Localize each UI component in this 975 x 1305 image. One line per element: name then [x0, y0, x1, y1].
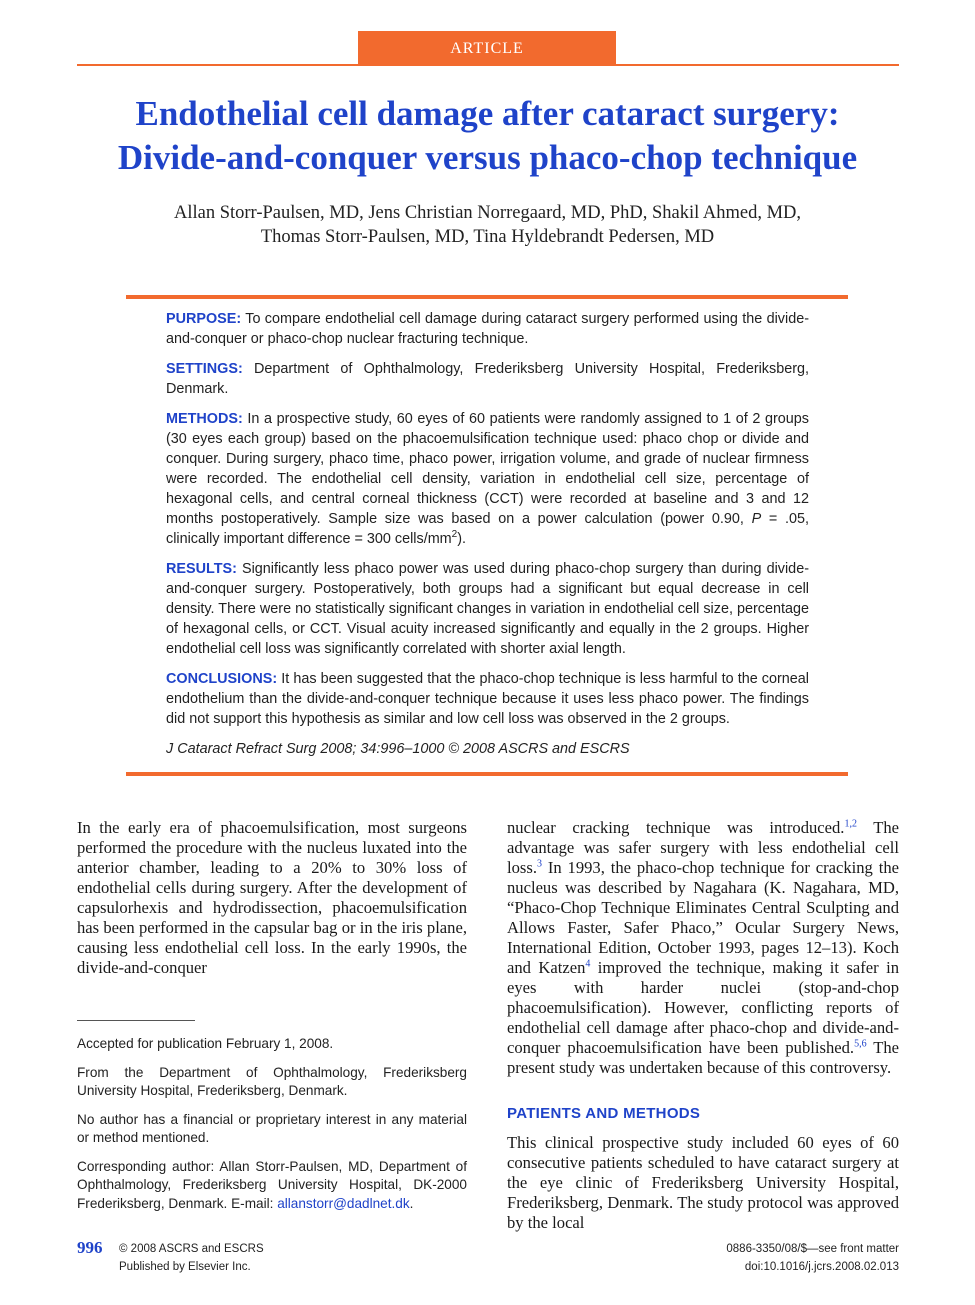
page-number: 996 [77, 1238, 103, 1257]
settings-label: SETTINGS: [166, 361, 243, 377]
conclusions-label: CONCLUSIONS: [166, 671, 278, 687]
intro-paragraph: In the early era of phacoemulsification, most surgeons performed the procedure with the nucleus luxated into the anterior chamber, leading to a 20% to 30% loss of endothelial cells during surgery. After the development of capsulorhexis and hydrodissection, phacoemulsification has been performed in the capsular bag or in the iris plane, causing less endothelial cell loss. In the early 1990s, the divide-and-conquer [77, 818, 467, 977]
results-label: RESULTS: [166, 561, 237, 577]
intro-text-5: The present study was undertaken because of this controversy. [507, 1038, 899, 1077]
abstract-rule-top [126, 295, 848, 299]
settings-text: Department of Ophthalmology, Frederiksberg University Hospital, Frederiksberg, Denmark. [166, 361, 809, 397]
body-left-column [77, 818, 467, 978]
abstract-settings [166, 359, 809, 399]
methods-text-2: = .05, clinically important difference = 300 cells/mm [166, 511, 810, 547]
footer-left [119, 1240, 264, 1276]
abstract [166, 309, 809, 769]
footer-doi[interactable]: doi:10.1016/j.jcrs.2008.02.013 [744, 1261, 899, 1273]
article-type-tag: ARTICLE [358, 31, 616, 65]
reference-3[interactable]: 3 [536, 858, 542, 870]
reference-4[interactable]: 4 [585, 958, 591, 970]
methods-p-symbol: P [751, 511, 762, 527]
methods-label: METHODS: [166, 411, 243, 427]
journal-citation: J Cataract Refract Surg 2008; 34:996–1000 © 2008 ASCRS and ESCRS [166, 741, 630, 757]
footer-right [726, 1240, 899, 1276]
abstract-conclusions [166, 669, 809, 729]
article-title [60, 92, 915, 180]
intro-text-2: The advantage was safer surgery with less endothelial cell loss. [507, 818, 899, 877]
body-right-column [507, 818, 899, 1233]
intro-continued-paragraph [507, 818, 899, 1078]
section-heading-patients-methods: PATIENTS AND METHODS [507, 1105, 701, 1122]
intro-text-3: In 1993, the phaco-chop technique for cracking the nucleus was described by Nagahara (K. Nagahara, MD, “Phaco-Chop Technique Eliminates Central Sculpting and Allows Faster, Safer Phaco,” Ocular Surgery News, International Edition, October 1993, pages 12–13). Koch and Katzen [507, 858, 899, 977]
footer-issn: 0886-3350/08/$—see front matter [726, 1243, 899, 1255]
email-link[interactable]: allanstorr@dadlnet.dk [277, 1195, 410, 1211]
purpose-label: PURPOSE: [166, 311, 242, 327]
intro-text-1: nuclear cracking technique was introduced. [507, 818, 845, 837]
abstract-rule-bottom [126, 772, 848, 776]
header-rule [77, 64, 899, 66]
methods-paragraph: This clinical prospective study included 60 eyes of 60 consecutive patients scheduled to have cataract surgery at the eye clinic of Frederiksberg University Hospital, Frederiksberg, Denmark. The study protocol was approved by the local [507, 1133, 899, 1232]
corresponding-author-text: Corresponding author: Allan Storr-Paulsen, MD, Department of Ophthalmology, Frederiksberg University Hospital, DK-2000 Frederiksberg, Denmark. E-mail: [77, 1158, 467, 1211]
abstract-purpose [166, 309, 809, 349]
authors-line-2: Thomas Storr-Paulsen, MD, Tina Hyldebrandt Pedersen, MD [260, 227, 715, 247]
results-text: Significantly less phaco power was used during phaco-chop surgery than during divide-and-conquer surgery. Postoperatively, both groups had a significant but equal decrease in cell density. There were no statistically significant changes in variation in endothelial cell size, percentage of hexagonal cells, or CCT. Visual acuity increased significantly and equally in the 2 groups. Higher endothelial cell loss was significantly correlated with shorter axial length. [166, 561, 809, 657]
authors-line-1: Allan Storr-Paulsen, MD, Jens Christian Norregaard, MD, PhD, Shakil Ahmed, MD, [173, 203, 802, 223]
footnote-rule [77, 1020, 195, 1021]
title-line-1: Endothelial cell damage after cataract surgery: [135, 94, 840, 133]
footnote-corresponding [77, 1158, 467, 1214]
conclusions-text: It has been suggested that the phaco-chop technique is less harmful to the corneal endothelium than the divide-and-conquer technique because it uses less phaco power. The findings did not support this hypothesis as similar and low cell loss was observed in the 2 groups. [166, 671, 809, 727]
reference-5-6[interactable]: 5,6 [854, 1038, 867, 1050]
reference-1-2[interactable]: 1,2 [844, 818, 857, 830]
email-period: . [409, 1195, 414, 1211]
footnote-interest: No author has a financial or proprietary interest in any material or method mentioned. [77, 1111, 467, 1145]
footnote-accepted: Accepted for publication February 1, 2008. [77, 1036, 334, 1051]
methods-text-3: ). [457, 531, 467, 547]
abstract-methods [166, 409, 809, 549]
methods-text: In a prospective study, 60 eyes of 60 patients were randomly assigned to 1 of 2 groups (30 eyes each group) based on the phacoemulsification technique used: phaco chop or divide and conquer. During surgery, phaco time, phaco power, irrigation volume, and grade of nuclear firmness were recorded. The endothelial cell density, variation in endothelial cell size, percentage of hexagonal cells, and central corneal thickness (CCT) were recorded at baseline and 3 and 12 months postoperatively. Sample size was based on a power calculation (power 0.90, [166, 411, 810, 527]
methods-superscript: 2 [451, 529, 458, 541]
intro-text-4: improved the technique, making it safer in eyes with harder nuclei (stop-and-chop phacoemulsification). However, conflicting reports of endothelial cell damage after phaco-chop and divide-and-conquer phacoemulsification have been published. [507, 958, 900, 1057]
purpose-text: To compare endothelial cell damage during cataract surgery performed using the divide-and-conquer or phaco-chop nuclear fracturing technique. [166, 311, 809, 347]
footnotes [77, 1035, 467, 1223]
abstract-results [166, 559, 809, 659]
footer-publisher: Published by Elsevier Inc. [119, 1261, 251, 1273]
title-line-2: Divide-and-conquer versus phaco-chop technique [117, 138, 858, 177]
author-list [60, 201, 915, 249]
footnote-affiliation: From the Department of Ophthalmology, Frederiksberg University Hospital, Frederiksberg, Denmark. [77, 1064, 467, 1098]
footer-copyright: © 2008 ASCRS and ESCRS [119, 1243, 264, 1255]
